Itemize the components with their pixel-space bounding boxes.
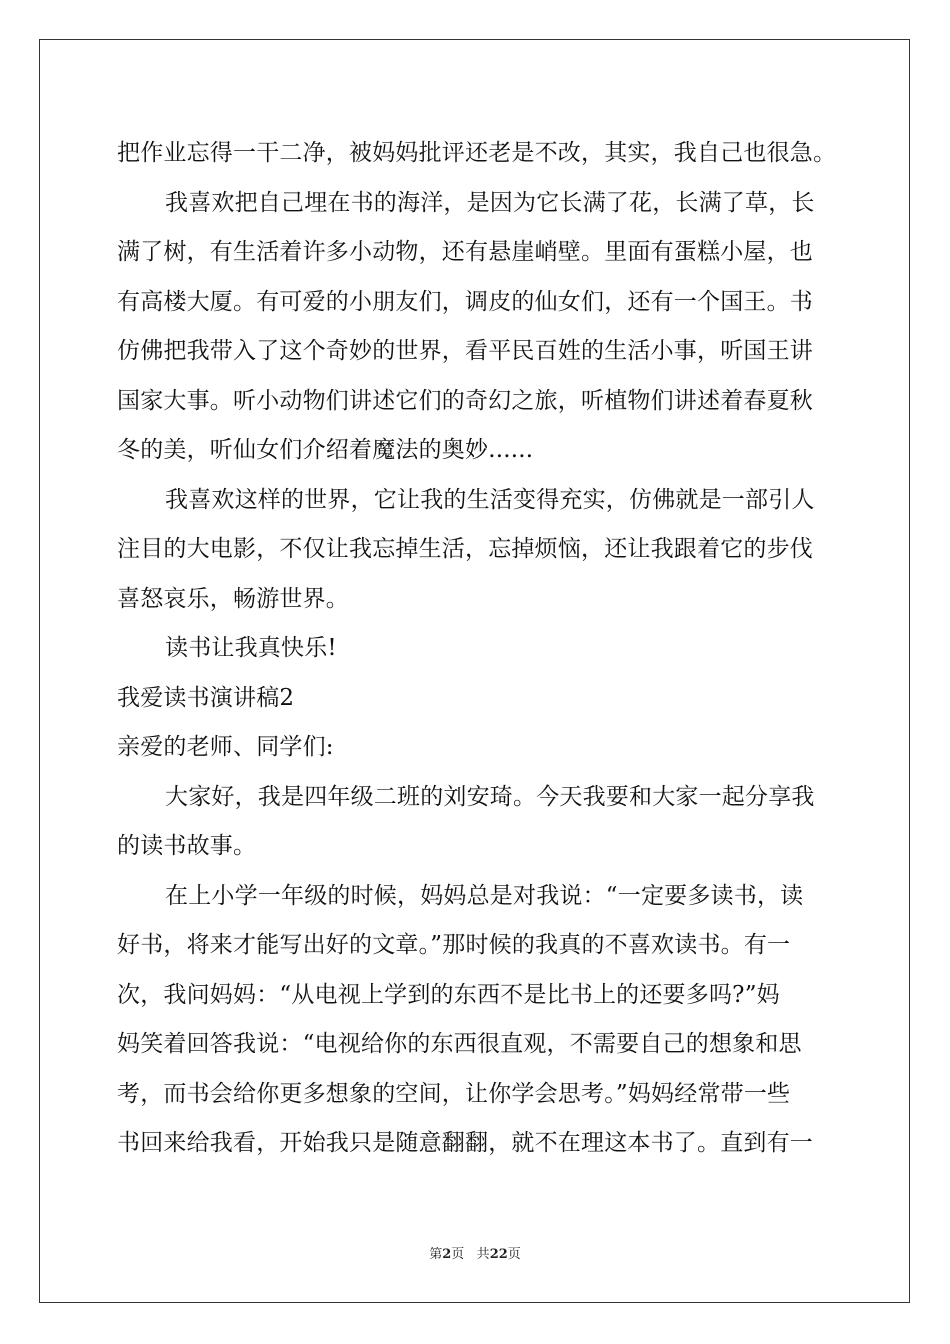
text-line: 好书，将来才能写出好的文章。”那时候的我真的不喜欢读书。有一: [117, 932, 791, 958]
total-pages: 22: [489, 1247, 508, 1262]
text-line: 有高楼大厦。有可爱的小朋友们，调皮的仙女们，还有一个国王。书: [117, 288, 813, 315]
page-label-prefix: 第: [429, 1247, 443, 1262]
text-line: 把作业忘得一干二净，被妈妈批评还老是不改，其实，我自己也很急。: [117, 140, 837, 166]
salutation: 亲爱的老师、同学们:: [117, 734, 334, 760]
document-body: [117, 129, 837, 1169]
text-line: 书回来给我看，开始我只是随意翻翻，就不在理这本书了。直到有一: [117, 1130, 813, 1156]
text-line: 考，而书会给你更多想象的空间，让你学会思考。”妈妈经常带一些: [117, 1080, 791, 1107]
text-line: 注目的大电影，不仅让我忘掉生活，忘掉烦恼，还让我跟着它的步伐: [117, 536, 813, 562]
text-line: 的读书故事。: [117, 833, 257, 859]
page-label-suffix: 页: [451, 1247, 465, 1262]
page-number: 2: [442, 1247, 452, 1262]
page-footer: [0, 1243, 950, 1262]
section-title: 我爱读书演讲稿2: [117, 684, 295, 711]
text-line: 大家好，我是四年级二班的刘安琦。今天我要和大家一起分享我: [165, 783, 815, 810]
text-line: 喜怒哀乐，畅游世界。: [117, 585, 349, 612]
total-label-prefix: 共: [476, 1247, 490, 1262]
text-line: 国家大事。听小动物们讲述它们的奇幻之旅，听植物们讲述着春夏秋: [117, 387, 813, 414]
text-line: 次，我问妈妈：“从电视上学到的东西不是比书上的还要多吗?”妈: [117, 981, 780, 1008]
total-label-suffix: 页: [507, 1247, 521, 1262]
text-line: 仿佛把我带入了这个奇妙的世界，看平民百姓的生活小事，听国王讲: [117, 338, 813, 364]
text-line: 在上小学一年级的时候，妈妈总是对我说：“一定要多读书，读: [165, 882, 804, 909]
text-line: 冬的美，听仙女们介绍着魔法的奥妙......: [117, 437, 534, 463]
text-line: 读书让我真快乐!: [165, 635, 337, 661]
text-line: 满了树，有生活着许多小动物，还有悬崖峭壁。里面有蛋糕小屋，也: [117, 239, 813, 265]
text-line: 妈笑着回答我说：“电视给你的东西很直观，不需要自己的想象和思: [117, 1031, 802, 1057]
text-line: 我喜欢把自己埋在书的海洋，是因为它长满了花，长满了草，长: [165, 189, 815, 216]
text-line: 我喜欢这样的世界，它让我的生活变得充实，仿佛就是一部引人: [165, 486, 815, 513]
